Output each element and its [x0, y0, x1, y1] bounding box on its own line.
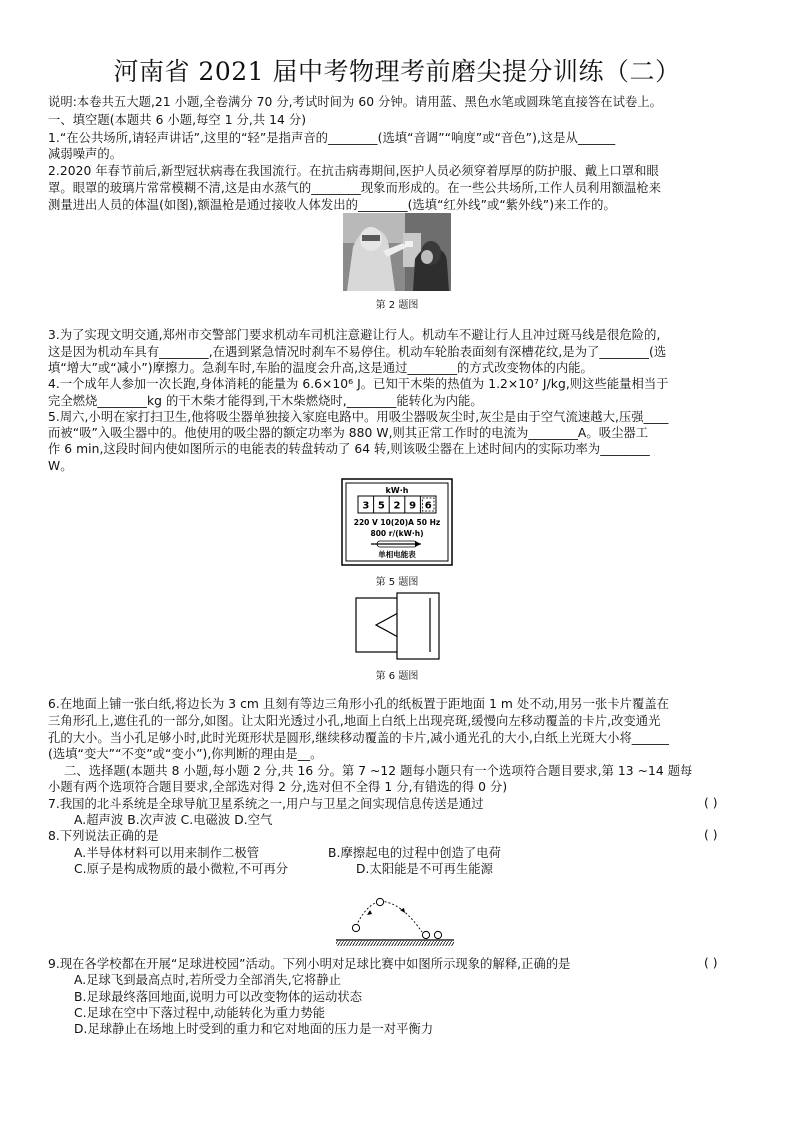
meter-rating: 220 V 10(20)A 50 Hz	[353, 518, 441, 527]
question-9-option-c: C.足球在空中下落过程中,动能转化为重力势能	[74, 1006, 326, 1020]
question-5-line-3: 作 6 min,这段时间内使如图所示的电能表的转盘转动了 64 转,则该吸尘器在上述时间内的实际功率为________	[48, 442, 650, 456]
meter-digit-2: 5	[377, 500, 385, 512]
pinhole-card-figure	[354, 592, 442, 660]
question-2-line-2: 罩。眼罩的玻璃片常常模糊不清,这是由水蒸气的________现象而形成的。在一些公共场所,工作人员利用额温枪来	[48, 181, 662, 195]
question-6-line-2: 三角形孔上,遮住孔的一部分,如图。让太阳光透过小孔,地面上白纸上出现亮斑,缓慢向左移动覆盖的卡片,改变通光	[48, 714, 661, 728]
question-8-option-b: B.摩擦起电的过程中创造了电荷	[328, 846, 501, 860]
electric-meter-figure	[341, 478, 453, 566]
figure-5-caption: 第 5 题图	[375, 577, 419, 588]
question-9-stem: 9.现在各学校都在开展“足球进校园”活动。下列小明对足球比赛中如图所示现象的解释,正确的是	[48, 957, 571, 971]
question-9-answer-box[interactable]: ( )	[704, 956, 718, 970]
question-5-line-2: 而被“吸”入吸尘器中的。他使用的吸尘器的额定功率为 880 W,则其正常工作时的电流为________A。吸尘器工	[48, 426, 649, 440]
figure-6-caption: 第 6 题图	[375, 671, 419, 682]
question-5-line-1: 5.周六,小明在家打扫卫生,他将吸尘器单独接入家庭电路中。用吸尘器吸灰尘时,灰尘是由于空气流速越大,压强____	[48, 410, 669, 424]
meter-unit: kW·h	[385, 486, 409, 495]
meter-digit-1: 3	[362, 500, 370, 512]
question-3-line-3: 填“增大”或“减小”)摩擦力。急刹车时,车胎的温度会升高,这是通过________的方式改变物体的内能。	[48, 361, 593, 375]
question-6-line-3: 孔的大小。当小孔足够小时,此时光斑形状是圆形,继续移动覆盖的卡片,减小通光孔的大小,白纸上光斑大小将______	[48, 731, 669, 745]
question-5-line-4: W。	[48, 459, 73, 473]
question-3-line-2: 这是因为机动车具有________,在遇到紧急情况时刹车不易停住。机动车轮胎表面刻有深槽花纹,是为了________(选	[48, 345, 667, 359]
instructions: 说明:本卷共五大题,21 小题,全卷满分 70 分,考试时间为 60 分钟。请用蓝、黑色水笔或圆珠笔直接答在试卷上。	[48, 95, 663, 109]
question-3-line-1: 3.为了实现文明交通,郑州市交警部门要求机动车司机注意避让行人。机动车不避让行人且冲过斑马线是很危险的,	[48, 328, 661, 342]
question-9-option-b: B.足球最终落回地面,说明力可以改变物体的运动状态	[74, 990, 363, 1004]
question-4-line-2: 完全燃烧________kg 的干木柴才能得到,干木柴燃烧时,________能转化为内能。	[48, 394, 483, 408]
temperature-gun-photo	[343, 213, 451, 291]
section-2-heading-line-1: 二、选择题(本题共 8 小题,每小题 2 分,共 16 分。第 7 ~12 题每小题只有一个选项符合题目要求,第 13 ~14 题每	[64, 764, 693, 778]
meter-digit-3: 2	[393, 500, 401, 512]
figure-2-caption: 第 2 题图	[375, 300, 419, 311]
question-7-answer-box[interactable]: ( )	[704, 796, 718, 810]
meter-revolutions: 800 r/(kW·h)	[370, 529, 424, 538]
question-8-option-a: A.半导体材料可以用来制作二极管	[74, 846, 260, 860]
question-1-line-1: 1.“在公共场所,请轻声讲话”,这里的“轻”是指声音的________(选填“音调”“响度”或“音色”),这是从______	[48, 131, 616, 145]
question-8-option-d: D.太阳能是不可再生能源	[356, 862, 493, 876]
question-8-stem: 8.下列说法正确的是	[48, 829, 159, 843]
meter-digit-5: 6	[424, 500, 432, 512]
question-2-line-1: 2.2020 年春节前后,新型冠状病毒在我国流行。在抗击病毒期间,医护人员必须穿着厚厚的防护服、戴上口罩和眼	[48, 164, 659, 178]
question-1-line-2: 减弱噪声的。	[48, 147, 123, 161]
question-7-options: A.超声波 B.次声波 C.电磁波 D.空气	[74, 813, 273, 827]
section-2-heading-line-2: 小题有两个选项符合题目要求,全部选对得 2 分,选对但不全得 1 分,有错选的得 0 分)	[48, 780, 508, 794]
question-6-line-1: 6.在地面上铺一张白纸,将边长为 3 cm 且刻有等边三角形小孔的纸板置于距地面 1 m 处不动,用另一张卡片覆盖在	[48, 697, 670, 711]
question-8-option-c: C.原子是构成物质的最小微粒,不可再分	[74, 862, 289, 876]
page-title: 河南省 2021 届中考物理考前磨尖提分训练（二）	[113, 57, 681, 86]
football-trajectory-figure	[334, 892, 458, 950]
question-9-option-a: A.足球飞到最高点时,若所受力全部消失,它将静止	[74, 973, 342, 987]
meter-digit-4: 9	[409, 500, 417, 512]
question-4-line-1: 4.一个成年人参加一次长跑,身体消耗的能量为 6.6×10⁶ J。已知干木柴的热值为 1.2×10⁷ J/kg,则这些能量相当于	[48, 377, 669, 391]
question-7-stem: 7.我国的北斗系统是全球导航卫星系统之一,用户与卫星之间实现信息传送是通过	[48, 797, 484, 811]
question-6-line-4: (选填“变大”“不变”或“变小”),你判断的理由是__。	[48, 747, 323, 761]
meter-name: 单相电能表	[378, 550, 416, 559]
question-2-line-3: 测量进出人员的体温(如图),额温枪是通过接收人体发出的________(选填“红外线”或“紫外线”)来工作的。	[48, 198, 616, 212]
question-8-answer-box[interactable]: ( )	[704, 828, 718, 842]
section-1-heading: 一、填空题(本题共 6 小题,每空 1 分,共 14 分)	[48, 113, 307, 127]
question-9-option-d: D.足球静止在场地上时受到的重力和它对地面的压力是一对平衡力	[74, 1022, 434, 1036]
